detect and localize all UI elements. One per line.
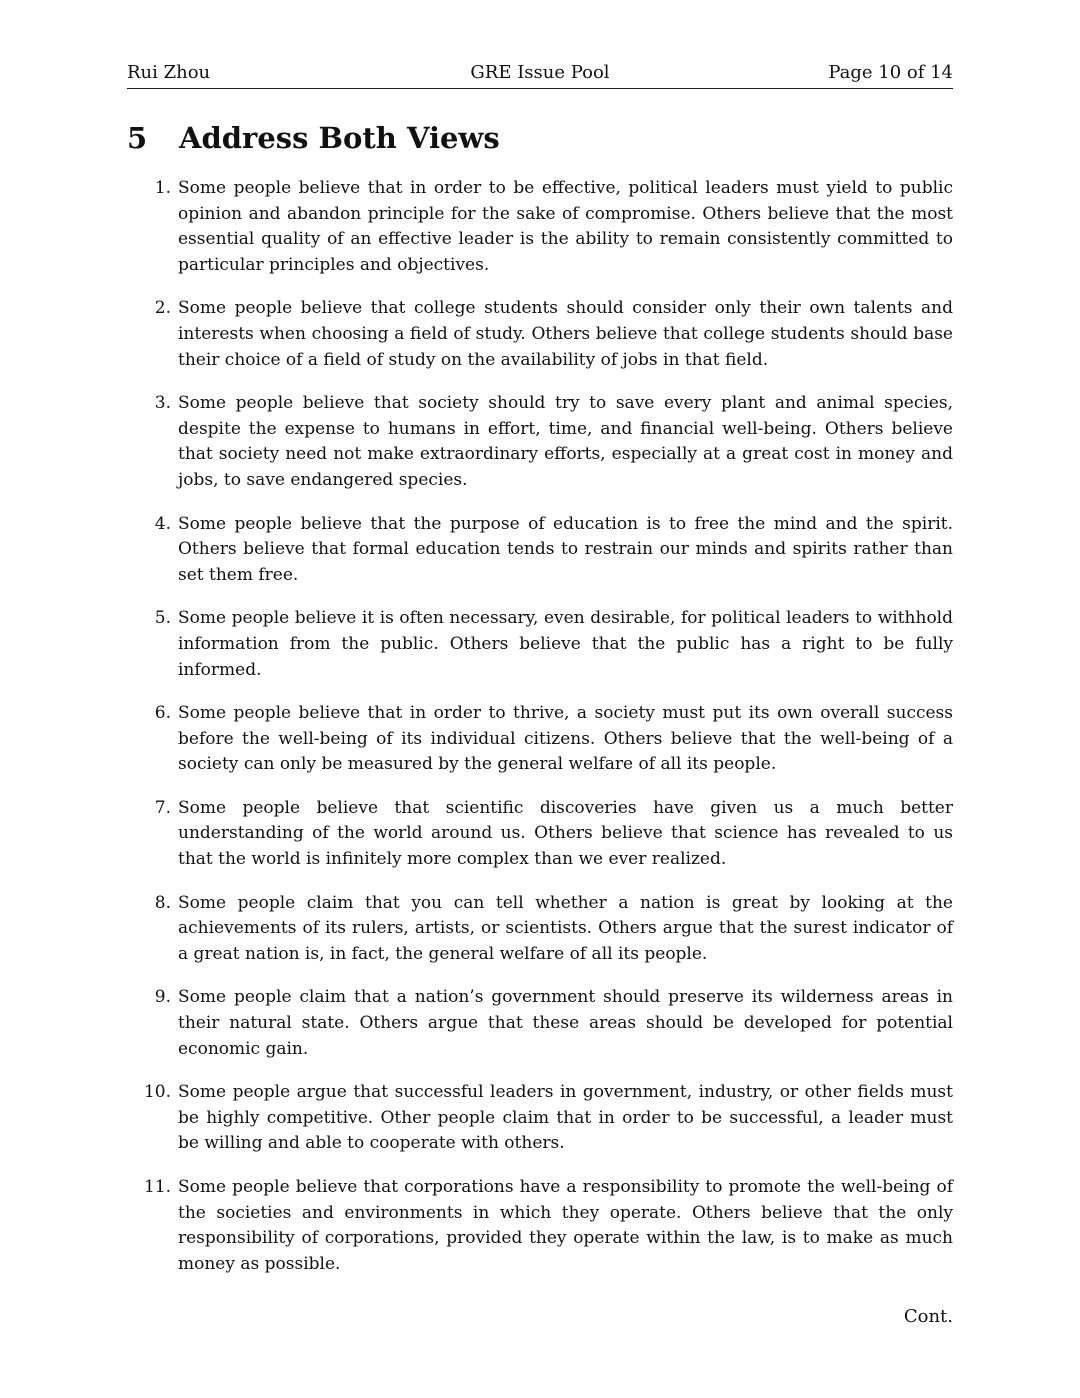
item-text: Some people believe that in order to thrive, a society must put its own overall success before the well-being of its individual citizens. Others believe that the well-being of a society can only be measured by the general welfare of all its people.: [178, 703, 953, 775]
list-item: [127, 891, 953, 968]
list-item: [127, 1080, 953, 1157]
item-number: 7.: [154, 797, 171, 818]
item-text: Some people believe that the purpose of education is to free the mind and the spirit. Others believe that formal education tends to restrain our minds and spirits rather than set them free.: [178, 513, 953, 585]
list-item: [127, 796, 953, 873]
item-number: 3.: [154, 393, 171, 414]
list-item: [127, 512, 953, 589]
header-page-number: Page 10 of 14: [828, 62, 953, 83]
page-header: [127, 62, 953, 89]
list-item: [127, 296, 953, 373]
item-text: Some people believe that scientific discoveries have given us a much better understanding of the world around us. Others believe that science has revealed to us that the world is infinitely more complex than we ever realized.: [178, 797, 953, 870]
section-title: Address Both Views: [179, 121, 500, 155]
header-title: GRE Issue Pool: [470, 62, 610, 83]
item-number: 1.: [154, 178, 171, 198]
item-number: 2.: [154, 298, 171, 319]
item-number: 4.: [154, 513, 171, 534]
item-text: Some people claim that you can tell whether a nation is great by looking at the achievements of its rulers, artists, or scientists. Others argue that the surest indicator of a great nation is, in fact, the general welfare of all its people.: [178, 892, 953, 964]
item-number: 6.: [154, 703, 171, 724]
list-item: [127, 701, 953, 778]
item-number: 9.: [154, 987, 171, 1008]
list-item: [127, 391, 953, 493]
section-number: 5: [127, 121, 148, 155]
item-text: Some people believe it is often necessary, even desirable, for political leaders to withhold information from the public. Others believe that the public has a right to be fully informed.: [178, 608, 953, 680]
item-number: 10.: [143, 1082, 171, 1103]
item-text: Some people claim that a nation’s government should preserve its wilderness areas in their natural state. Others argue that these areas should be developed for potential economic gain.: [178, 987, 953, 1059]
header-author: Rui Zhou: [127, 62, 211, 83]
list-item: [127, 176, 953, 278]
item-text: Some people believe that corporations have a responsibility to promote the well-being of the societies and environments in which they operate. Others believe that the only responsibility of corporations, provided they operate within the law, is to make as much money as possible.: [178, 1177, 953, 1274]
item-number: 11.: [143, 1177, 171, 1197]
item-number: 5.: [154, 608, 171, 629]
continued-note: Cont.: [903, 1306, 953, 1327]
list-item: [127, 1175, 953, 1277]
item-text: Some people argue that successful leaders in government, industry, or other fields must be highly competitive. Other people claim that in order to be successful, a leader must be willing and able to cooperate with others.: [178, 1082, 953, 1154]
item-text: Some people believe that in order to be effective, political leaders must yield to public opinion and abandon principle for the sake of compromise. Others believe that the most essential quality of an effective leader is the ability to remain consistently committed to particular principles and objectives.: [178, 178, 953, 275]
item-text: Some people believe that society should try to save every plant and animal species, despite the expense to humans in effort, time, and financial well-being. Others believe that society need not make extraordinary efforts, especially at a great cost in money and jobs, to save endangered species.: [178, 393, 953, 490]
list-item: [127, 985, 953, 1062]
item-number: 8.: [154, 892, 171, 913]
item-text: Some people believe that college students should consider only their own talents and interests when choosing a field of study. Others believe that college students should base their choice of a field of study on the availability of jobs in that field.: [178, 298, 953, 370]
section-heading: [127, 118, 500, 158]
list-item: [127, 606, 953, 683]
issue-list: [127, 176, 953, 1295]
